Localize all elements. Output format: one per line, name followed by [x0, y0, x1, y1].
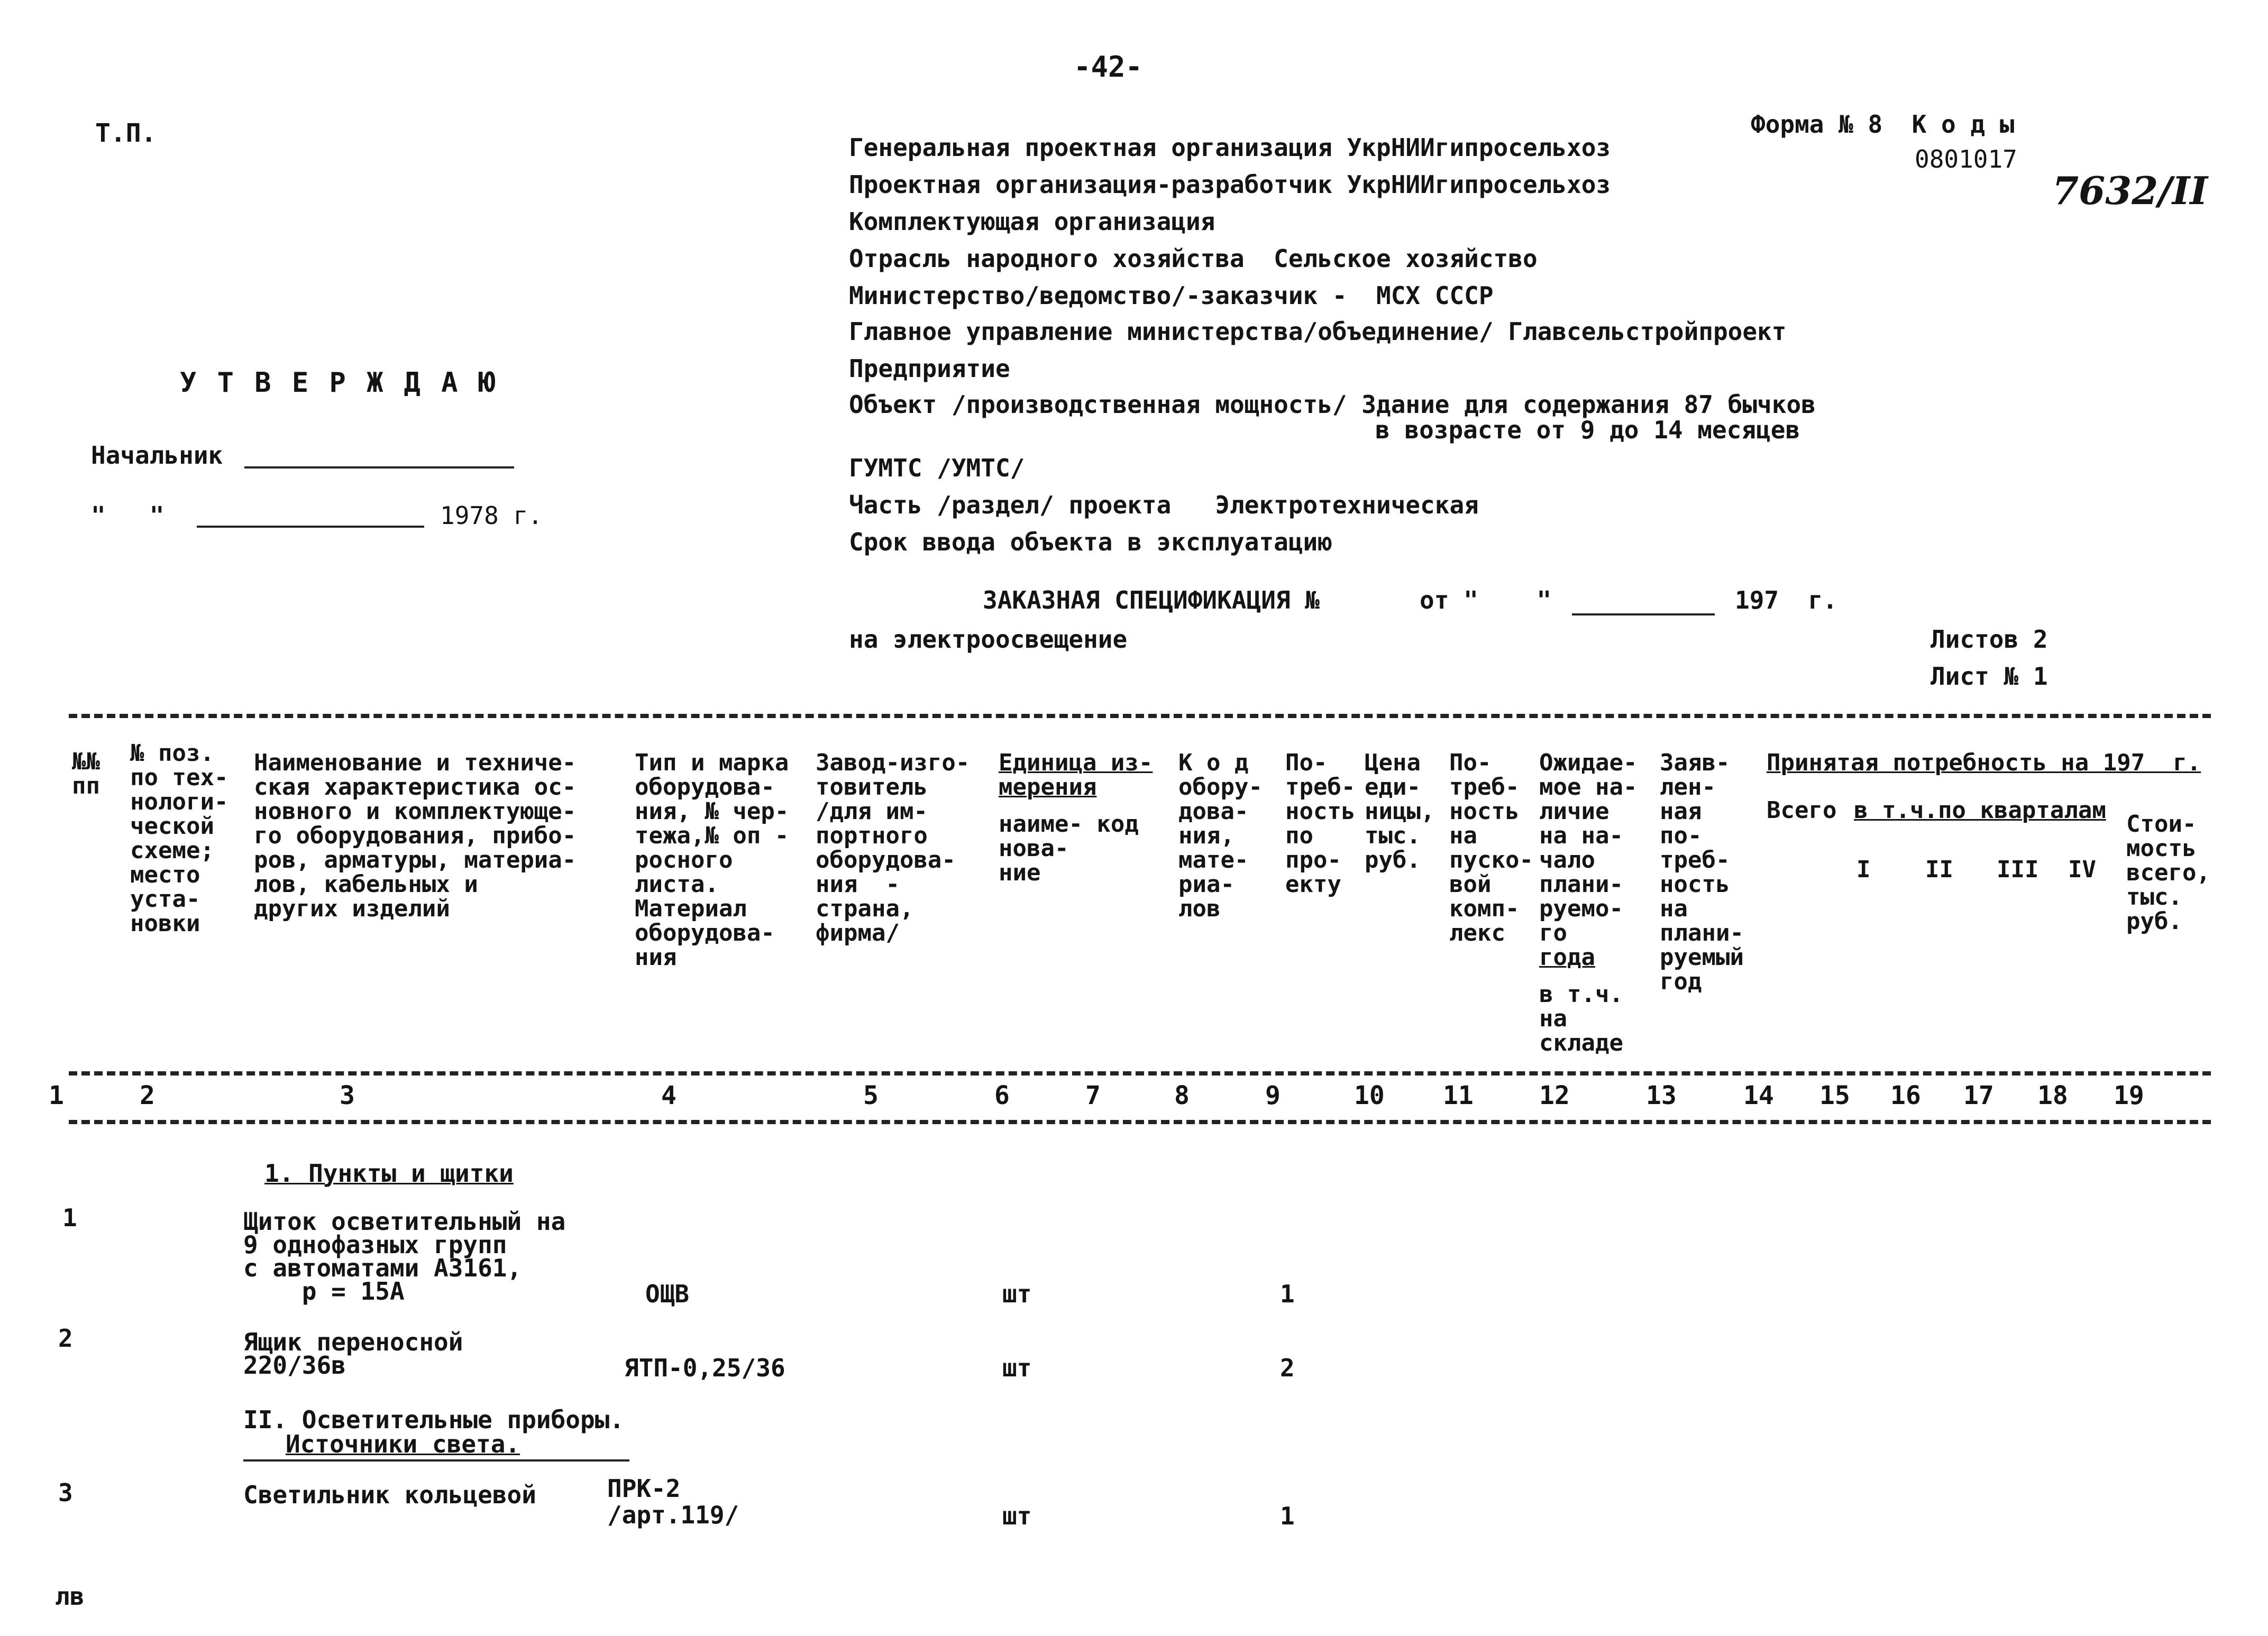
col-header-quarter-3: III	[1997, 856, 2039, 883]
footer-mark: лв	[55, 1582, 85, 1611]
header-line-enterprise: Предприятие	[849, 354, 1010, 383]
col-number-4: 4	[661, 1081, 676, 1110]
header-line-ministry: Министерство/ведомство/-заказчик - МСХ СССР	[849, 281, 1494, 310]
row-3-type: ПРК-2 /арт.119/	[607, 1474, 739, 1529]
col-header-expected-warehouse: в т.ч. на складе	[1539, 981, 1623, 1056]
header-line-commissioning: Срок ввода объекта в эксплуатацию	[849, 528, 1332, 556]
header-line-completing-org: Комплектующая организация	[849, 207, 1215, 236]
section-2-subtitle: Источники света.	[286, 1430, 520, 1458]
form-label: Форма № 8 К о д ы	[1751, 110, 2015, 139]
col-header-expected-year: года	[1539, 944, 1595, 971]
col-header-by-quarter: в т.ч.по кварталам	[1854, 797, 2106, 824]
col-number-15: 15	[1819, 1081, 1850, 1110]
col-header-demand-startup: По- треб- ность на пуско- вой комп- лекс	[1449, 749, 1533, 946]
col-header-accepted-demand: Принятая потребность на 197 г.	[1767, 749, 2201, 776]
col-number-16: 16	[1890, 1081, 1921, 1110]
row-1-number: 1	[62, 1203, 77, 1232]
spec-title: ЗАКАЗНАЯ СПЕЦИФИКАЦИЯ №	[983, 586, 1320, 614]
col-number-6: 6	[994, 1081, 1010, 1110]
section-2-title: II. Осветительные приборы.	[243, 1405, 625, 1434]
header-line-gumts: ГУМТС /УМТС/	[849, 454, 1025, 482]
section-2-underline	[243, 1459, 629, 1462]
col-header-quarter-1: I	[1857, 856, 1871, 883]
header-line-design-org: Проектная организация-разработчик УкрНИИгипросельхоз	[849, 170, 1611, 199]
header-line-main-department: Главное управление министерства/объединение/ Главсельстройпроект	[849, 317, 1787, 346]
col-header-unit-name-code: наиме- код нова- ние	[999, 811, 1139, 886]
col-header-total: Всего	[1767, 797, 1837, 824]
col-number-13: 13	[1646, 1081, 1677, 1110]
col-header-unit-measure: мерения	[999, 774, 1097, 801]
col-header-unit: Единица из-	[999, 749, 1153, 776]
numbers-bottom-rule	[69, 1120, 2211, 1124]
row-3-number: 3	[58, 1478, 73, 1507]
spec-date-label: от " "	[1420, 586, 1552, 614]
approval-date-year: 1978 г.	[440, 501, 543, 530]
row-1-unit: шт	[1002, 1280, 1032, 1308]
row-2-number: 2	[58, 1324, 73, 1353]
approval-title: У Т В Е Р Ж Д А Ю	[180, 367, 498, 399]
row-3-name: Светильник кольцевой	[243, 1481, 536, 1509]
col-header-quarter-2: II	[1925, 856, 1953, 883]
col-header-code: К о д обору- дова- ния, мате- риа- лов	[1178, 749, 1263, 922]
col-header-expected-stock: Ожидае- мое на- личие на на- чало плани- руемо- го	[1539, 749, 1638, 946]
col-number-19: 19	[2114, 1081, 2144, 1110]
row-1-quantity: 1	[1280, 1280, 1295, 1308]
handwritten-reference: 7632/II	[2052, 168, 2208, 213]
row-2-unit: шт	[1002, 1354, 1032, 1382]
col-number-5: 5	[863, 1081, 879, 1110]
section-1-title: 1. Пункты и щитки	[264, 1159, 514, 1188]
document-code: Т.П.	[95, 118, 187, 148]
col-number-17: 17	[1963, 1081, 1994, 1110]
col-header-unit-price: Цена еди- ницы, тыс. руб.	[1365, 749, 1435, 874]
col-header-declared-demand: Заяв- лен- ная по- треб- ность на плани- руемый год	[1660, 749, 1744, 995]
col-header-row-number: №№ пп	[72, 748, 100, 799]
header-line-industry: Отрасль народного хозяйства Сельское хозяйство	[849, 244, 1538, 273]
row-2-name: Ящик переносной 220/36в	[243, 1328, 463, 1380]
header-line-project-part: Часть /раздел/ проекта Электротехническая	[849, 491, 1479, 519]
sheet-number: Лист № 1	[1931, 662, 2048, 691]
col-number-2: 2	[140, 1081, 155, 1110]
approval-date-line	[197, 526, 424, 528]
header-line-object: Объект /производственная мощность/ Здание для содержания 87 бычков	[849, 390, 1816, 419]
header-bottom-rule	[69, 1071, 2211, 1076]
col-number-8: 8	[1174, 1081, 1190, 1110]
spec-date-line	[1572, 613, 1715, 615]
header-line-object-cont: в возрасте от 9 до 14 месяцев	[1375, 416, 1800, 444]
col-number-18: 18	[2037, 1081, 2068, 1110]
col-number-9: 9	[1265, 1081, 1281, 1110]
col-number-1: 1	[49, 1081, 64, 1110]
col-header-demand-project: По- треб- ность по про- екту	[1285, 749, 1356, 898]
row-1-name: Щиток осветительный на 9 однофазных групп с автоматами АЗ161, р = 15А	[243, 1207, 566, 1306]
spec-subject: на электроосвещение	[849, 625, 1128, 654]
row-3-unit: шт	[1002, 1502, 1032, 1530]
row-2-quantity: 2	[1280, 1354, 1295, 1382]
col-number-10: 10	[1354, 1081, 1385, 1110]
row-2-type: ЯТП-0,25/36	[624, 1354, 785, 1382]
row-3-quantity: 1	[1280, 1502, 1295, 1530]
col-header-manufacturer: Завод-изго- товитель /для им- портного оборудова- ния - страна, фирма/	[816, 749, 970, 946]
approval-head-label: Начальник	[91, 441, 223, 470]
spec-year: 197 г.	[1735, 586, 1837, 614]
col-header-position: № поз. по тех- нологи- ческой схеме; место уста- новки	[130, 740, 228, 937]
col-header-type: Тип и марка оборудова- ния, № чер- тежа,№ оп - росного листа. Материал оборудова- ния	[635, 749, 789, 971]
col-header-name: Наименование и техниче- ская характеристика ос- новного и комплектующе- го оборудования, прибо- ров, арматуры, материа- лов, кабельных и других изделий	[254, 749, 577, 922]
col-number-11: 11	[1443, 1081, 1474, 1110]
col-number-14: 14	[1743, 1081, 1774, 1110]
table-top-rule	[69, 714, 2211, 718]
col-header-cost: Стои- мость всего, тыс. руб.	[2126, 811, 2210, 935]
col-number-12: 12	[1539, 1081, 1570, 1110]
col-number-3: 3	[340, 1081, 355, 1110]
header-line-general-org: Генеральная проектная организация УкрНИИгипросельхоз	[849, 133, 1611, 162]
form-code: 0801017	[1915, 145, 2017, 173]
approval-date-quotes: " "	[91, 501, 164, 530]
col-header-quarter-4: IV	[2068, 856, 2096, 883]
sheets-total: Листов 2	[1931, 625, 2048, 654]
col-number-7: 7	[1085, 1081, 1101, 1110]
approval-signature-line	[244, 466, 514, 468]
row-1-type: ОЩВ	[645, 1280, 690, 1308]
page-number: -42-	[1074, 50, 1143, 84]
